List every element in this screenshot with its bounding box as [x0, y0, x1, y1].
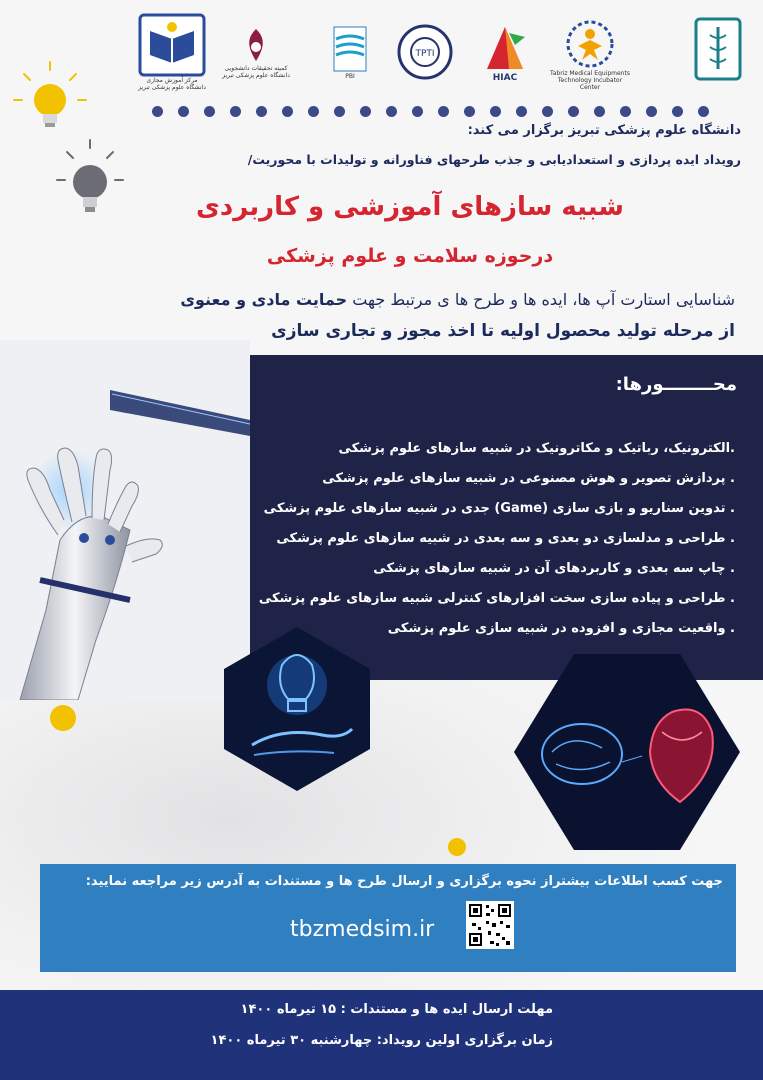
dot	[152, 106, 163, 117]
robot-hand-illustration	[0, 340, 250, 700]
topic-item: . طراحی و مدلسازی دو بعدی و سه بعدی در شبیه سازهای علوم پزشکی	[276, 531, 735, 546]
logo-hiac	[470, 10, 540, 94]
event-date: زمان برگزاری اولین رویداد: چهارشنبه ۳۰ تیرماه ۱۴۰۰	[210, 1033, 553, 1048]
topics-list	[255, 434, 735, 644]
qr-code-icon	[466, 901, 514, 949]
topics-heading: محــــــــورها:	[615, 374, 737, 395]
dot	[256, 106, 267, 117]
poster-title: شبیه سازهای آموزشی و کاربردی	[196, 192, 624, 222]
decorative-dot-row	[152, 105, 712, 119]
hex-bulb-hand-image	[222, 625, 372, 793]
dot	[568, 106, 579, 117]
dot	[230, 106, 241, 117]
yellow-accent-dot	[50, 705, 76, 731]
dot	[204, 106, 215, 117]
intro-line-2: از مرحله تولید محصول اولیه تا اخذ مجوز و تجاری سازی	[271, 321, 735, 341]
dot	[360, 106, 371, 117]
topic-item: . پردازش تصویر و هوش مصنوعی در شبیه سازهای علوم پزشکی	[322, 471, 735, 486]
logo-student-research	[216, 12, 296, 92]
logo-pbi	[320, 10, 380, 94]
dot	[672, 106, 683, 117]
info-text: جهت کسب اطلاعات بیشتراز نحوه برگزاری و ارسال طرح ها و مستندات به آدرس زیر مراجعه نمایید:	[85, 874, 723, 889]
topic-item: .الکترونیک، رباتیک و مکاترونیک در شبیه سازهای علوم پزشکی	[338, 441, 735, 456]
logo-equipments-incubator	[550, 14, 630, 94]
dot	[308, 106, 319, 117]
logo-label: HIAC	[492, 72, 518, 83]
dot	[646, 106, 657, 117]
event-description: رویداد ایده پردازی و استعدادیابی و جذب طرحهای فناورانه و تولیدات با محوریت/	[247, 152, 741, 167]
logo-tabriz-university	[688, 12, 748, 92]
topic-item: . تدوین سناریو و بازی سازی (Game) جدی در شبیه سازهای علوم پزشکی	[263, 501, 735, 516]
hex-brain-heart-image	[512, 652, 742, 852]
dot	[412, 106, 423, 117]
dot	[594, 106, 605, 117]
dot	[490, 106, 501, 117]
intro-prefix: شناسایی استارت آپ ها، ایده ها و طرح ها ی مرتبط جهت	[352, 290, 735, 309]
dot	[178, 106, 189, 117]
logo-label: Tabriz Medical Equipments Technology Incubator Center	[550, 69, 630, 91]
tpti-circle-icon	[396, 23, 454, 81]
logo-label: PBI	[345, 72, 355, 80]
yellow-accent-dot	[448, 838, 466, 856]
dot	[542, 106, 553, 117]
poster-subtitle: درحوزه سلامت و علوم پزشکی	[266, 245, 554, 267]
dot	[386, 106, 397, 117]
dot	[438, 106, 449, 117]
university-emblem-icon	[692, 17, 744, 87]
pbi-wave-icon	[332, 25, 368, 73]
intro-bold: حمایت مادی و معنوی	[180, 290, 348, 309]
organizer-text: دانشگاه علوم پزشکی تبریز برگزار می کند:	[467, 123, 741, 138]
dot	[698, 106, 709, 117]
logo-strip	[120, 6, 760, 102]
website-link[interactable]: tbzmedsim.ir	[290, 917, 435, 942]
dot	[516, 106, 527, 117]
hiac-sail-icon	[479, 23, 531, 75]
svg-text:TPTI: TPTI	[415, 49, 435, 59]
dot	[620, 106, 631, 117]
intro-line-1	[35, 290, 735, 309]
topic-item: . واقعیت مجازی و افزوده در شبیه سازی علوم پزشکی	[387, 621, 735, 636]
logo-label: مرکز آموزش مجازی دانشگاه علوم پزشکی تبریز	[138, 77, 206, 91]
logo-medical-simulation	[136, 8, 208, 96]
topic-item: . طراحی و پیاده سازی سخت افزارهای کنترلی شبیه سازهای علوم پزشکی	[258, 591, 735, 606]
logo-label: کمیته تحقیقات دانشجویی دانشگاه علوم پزشکی تبریز	[222, 65, 290, 79]
dot	[282, 106, 293, 117]
flame-emblem-icon	[236, 25, 276, 65]
submission-deadline: مهلت ارسال ایده ها و مستندات : ۱۵ تیرماه ۱۴۰۰	[240, 1002, 553, 1017]
incubator-person-icon	[564, 18, 616, 70]
logo-tpti	[390, 14, 460, 90]
dot	[464, 106, 475, 117]
book-shield-icon	[138, 13, 206, 77]
topic-item: . چاپ سه بعدی و کاربردهای آن در شبیه سازهای پزشکی	[373, 561, 735, 576]
dot	[334, 106, 345, 117]
yellow-bulb-icon	[10, 60, 90, 140]
